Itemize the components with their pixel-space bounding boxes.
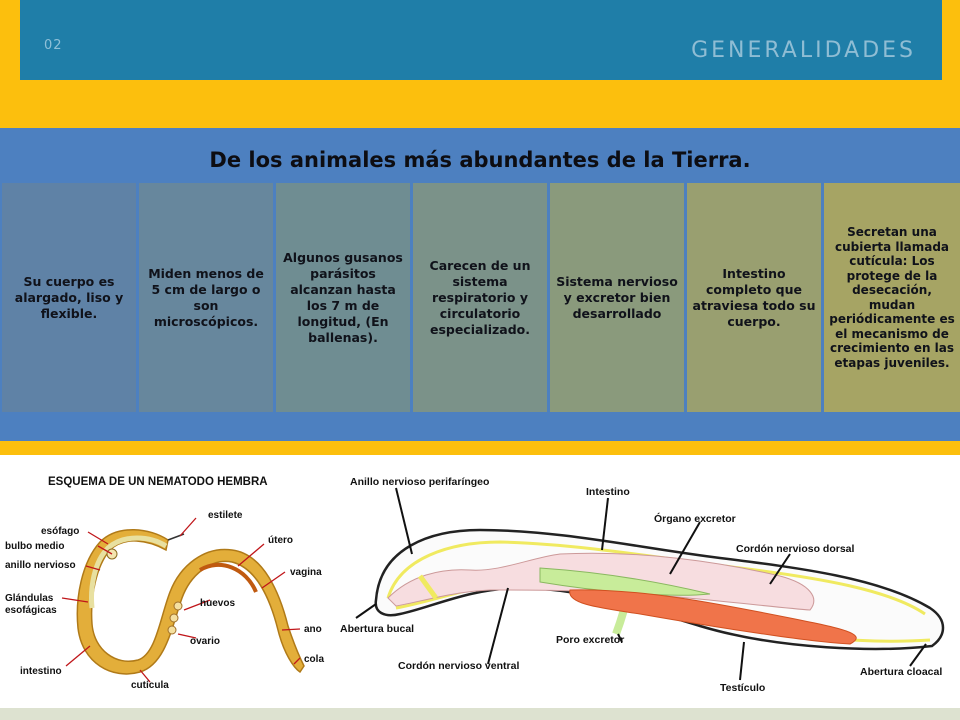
label-cuticula: cutícula <box>131 680 169 691</box>
nematode-anatomy-svg <box>340 458 960 708</box>
feature-box-text: Carecen de un sistema respiratorio y circulatorio especializado. <box>429 257 531 337</box>
feature-box-6 <box>687 183 821 412</box>
feature-box-7 <box>824 183 960 412</box>
label-cordon-dorsal: Cordón nervioso dorsal <box>736 543 855 555</box>
label-utero: útero <box>268 535 293 546</box>
label-bulbo-medio: bulbo medio <box>5 541 65 552</box>
label-abertura-cloacal: Abertura cloacal <box>860 666 943 678</box>
label-anillo-nervioso: anillo nervioso <box>5 560 76 571</box>
feature-box-3 <box>276 183 410 412</box>
egg-shape-2 <box>170 614 178 622</box>
female-nematode-diagram <box>0 458 340 708</box>
section-title: GENERALIDADES <box>691 38 916 63</box>
feature-box-2 <box>139 183 273 412</box>
female-nematode-svg <box>0 458 340 708</box>
left-diagram-title: ESQUEMA DE UN NEMATODO HEMBRA <box>48 476 268 488</box>
label-abertura-bucal: Abertura bucal <box>340 623 415 635</box>
feature-box-1 <box>2 183 136 412</box>
label-glandulas: Glándulas <box>5 593 54 604</box>
main-title: De los animales más abundantes de la Tierra. <box>209 148 751 172</box>
label-estilete: estilete <box>208 510 243 521</box>
feature-box-4 <box>413 183 547 412</box>
label-ano: ano <box>304 624 322 635</box>
label-esofago: esófago <box>41 526 80 537</box>
label-huevos: huevos <box>200 598 236 609</box>
egg-shape-3 <box>168 626 176 634</box>
slide-number: 02 <box>44 38 63 53</box>
nematode-anatomy-diagram <box>340 458 960 708</box>
bottom-strip <box>0 708 960 720</box>
label-vagina: vagina <box>290 567 322 578</box>
egg-shape-1 <box>174 602 182 610</box>
label-intestino-right: Intestino <box>586 486 630 498</box>
feature-box-text: Algunos gusanos parásitos alcanzan hasta los 7 m de longitud, (En ballenas). <box>283 249 403 345</box>
label-intestino-left: intestino <box>20 666 62 677</box>
label-esofagicas: esofágicas <box>5 605 57 616</box>
label-poro-excretor: Poro excretor <box>556 634 625 646</box>
label-anillo-perifaringeo: Anillo nervioso perifaríngeo <box>350 476 490 488</box>
label-cola: cola <box>304 654 325 665</box>
label-testiculo: Testículo <box>720 682 766 694</box>
feature-box-text: Miden menos de 5 cm de largo o son microscópicos. <box>148 265 264 329</box>
label-cordon-ventral: Cordón nervioso ventral <box>398 660 520 672</box>
label-ovario: ovario <box>190 636 221 647</box>
label-organo-excretor: Órgano excretor <box>654 513 736 525</box>
feature-box-5 <box>550 183 684 412</box>
feature-box-text: Su cuerpo es alargado, liso y flexible. <box>14 273 124 321</box>
feature-box-text: Sistema nervioso y excretor bien desarrollado <box>556 273 678 321</box>
feature-box-text: Intestino completo que atraviesa todo su cuerpo. <box>692 265 816 329</box>
feature-box-text: Secretan una cubierta llamada cutícula: Los protege de la desecación, mudan periódicamente es el mecanismo de crecimiento en las etapas juveniles. <box>829 225 955 370</box>
